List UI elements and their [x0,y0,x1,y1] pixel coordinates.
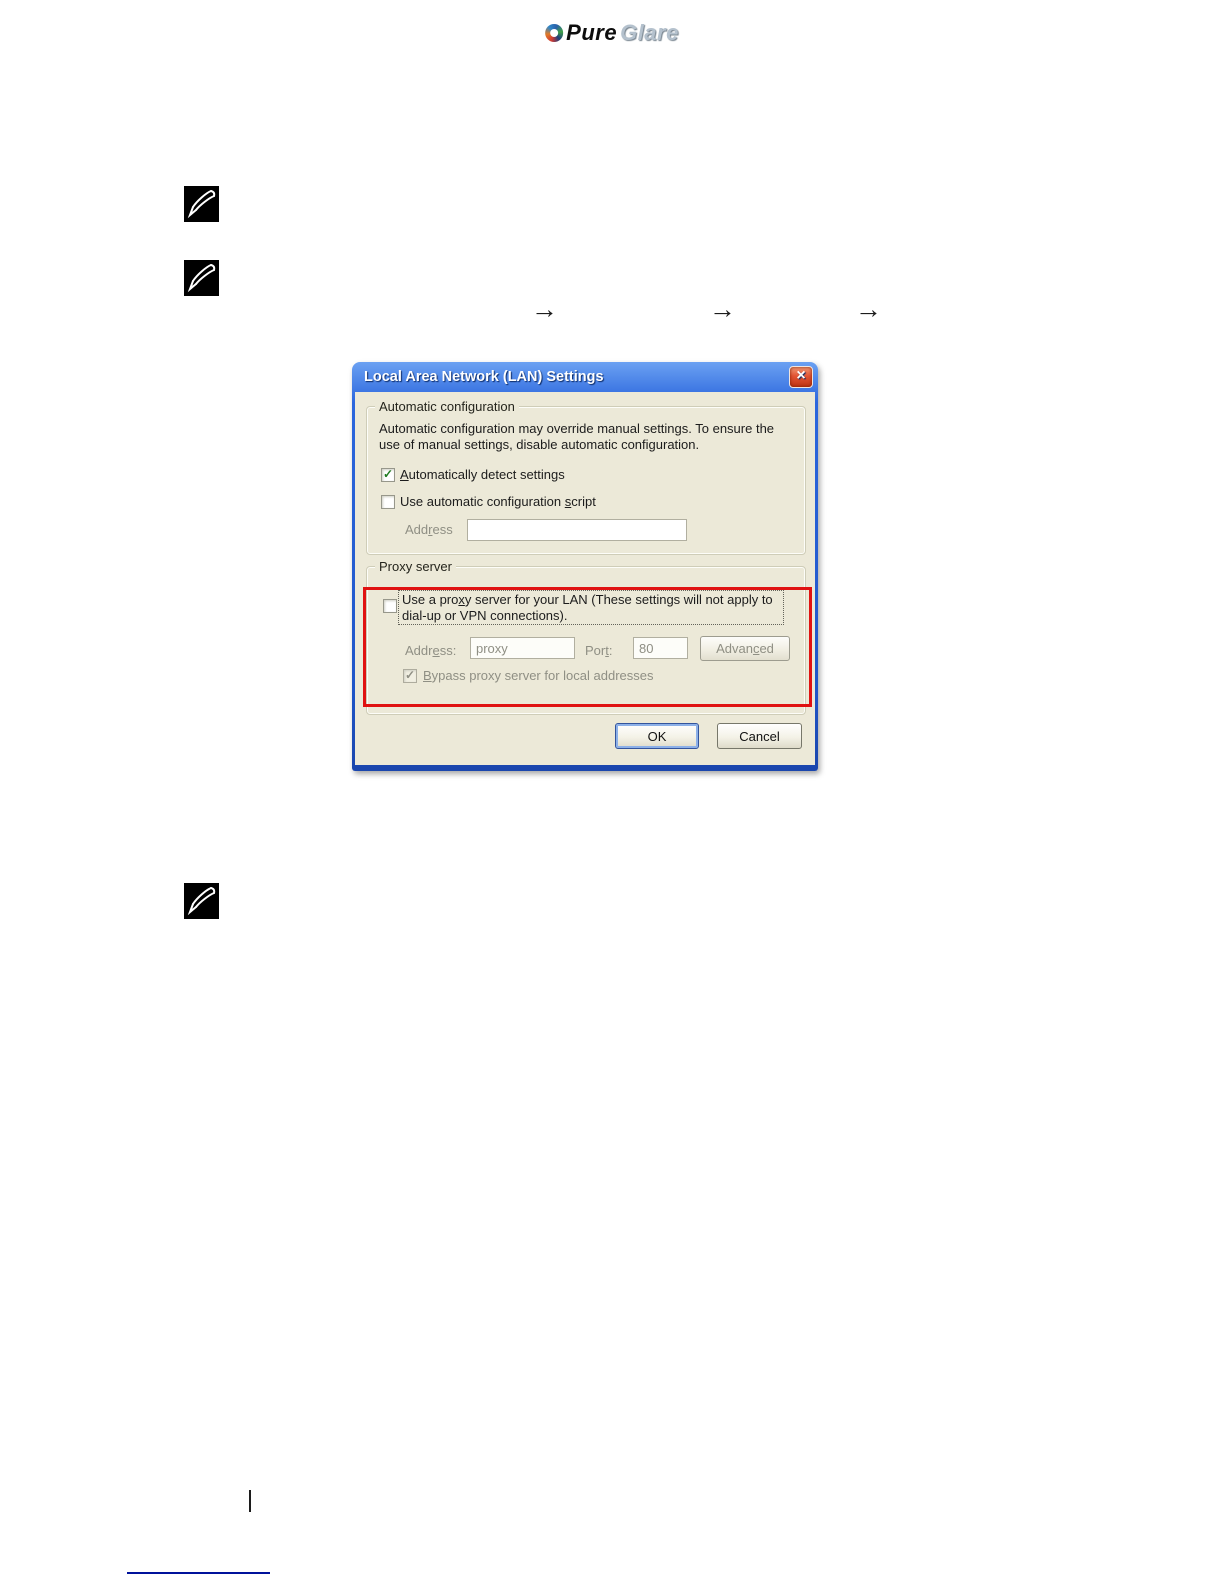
automatically-detect-settings-label: Automatically detect settings [400,467,565,482]
auto-config-address-input[interactable] [467,519,687,541]
auto-config-description-line1: Automatic configuration may override manual settings. To ensure the [379,421,775,436]
arrow-right-icon: → [709,294,736,324]
proxy-server-legend: Proxy server [375,559,456,574]
pureglare-logo [545,20,679,46]
proxy-port-label: Port: [585,643,613,658]
ok-button[interactable]: OK [615,723,699,749]
check-icon: ✓ [382,467,394,481]
dialog-body [355,392,815,765]
auto-config-address-label: Address [405,522,453,537]
logo-text-pure: Pure [566,20,618,45]
use-proxy-server-checkbox[interactable] [383,599,397,613]
close-icon[interactable]: × [789,366,813,388]
use-automatic-configuration-script-label: Use automatic configuration script [400,494,596,509]
pencil-icon [184,186,219,222]
dialog-titlebar[interactable] [355,362,815,392]
auto-config-description-line2: use of manual settings, disable automatic configuration. [379,437,700,452]
use-proxy-server-label: Use a proxy server for your LAN (These settings will not apply to dial-up or VPN connections). [398,590,784,625]
bypass-proxy-label: Bypass proxy server for local addresses [423,668,654,683]
footer-link[interactable] [127,1572,270,1574]
proxy-address-input[interactable] [470,637,575,659]
note-icon [184,883,219,919]
bypass-proxy-checkbox[interactable] [403,669,417,683]
proxy-port-input[interactable] [633,637,688,659]
automatic-configuration-legend: Automatic configuration [375,399,519,414]
check-icon: ✓ [404,668,416,682]
use-automatic-configuration-script-checkbox[interactable] [381,495,395,509]
pencil-icon [184,260,219,296]
note-icon [184,186,219,222]
cancel-button[interactable]: Cancel [717,723,802,749]
arrow-right-icon: → [531,294,558,324]
note-icon [184,260,219,296]
dialog-title: Local Area Network (LAN) Settings [364,369,604,385]
advanced-button[interactable]: Advanced [700,636,790,661]
lan-settings-dialog [352,362,818,771]
automatically-detect-settings-checkbox[interactable] [381,468,395,482]
pencil-icon [184,883,219,919]
footer-page-separator [249,1490,251,1512]
logo-text-glare: Glare [620,20,679,45]
proxy-address-label: Address: [405,643,457,658]
arrow-right-icon: → [855,294,882,324]
logo-ring-icon [545,24,563,42]
